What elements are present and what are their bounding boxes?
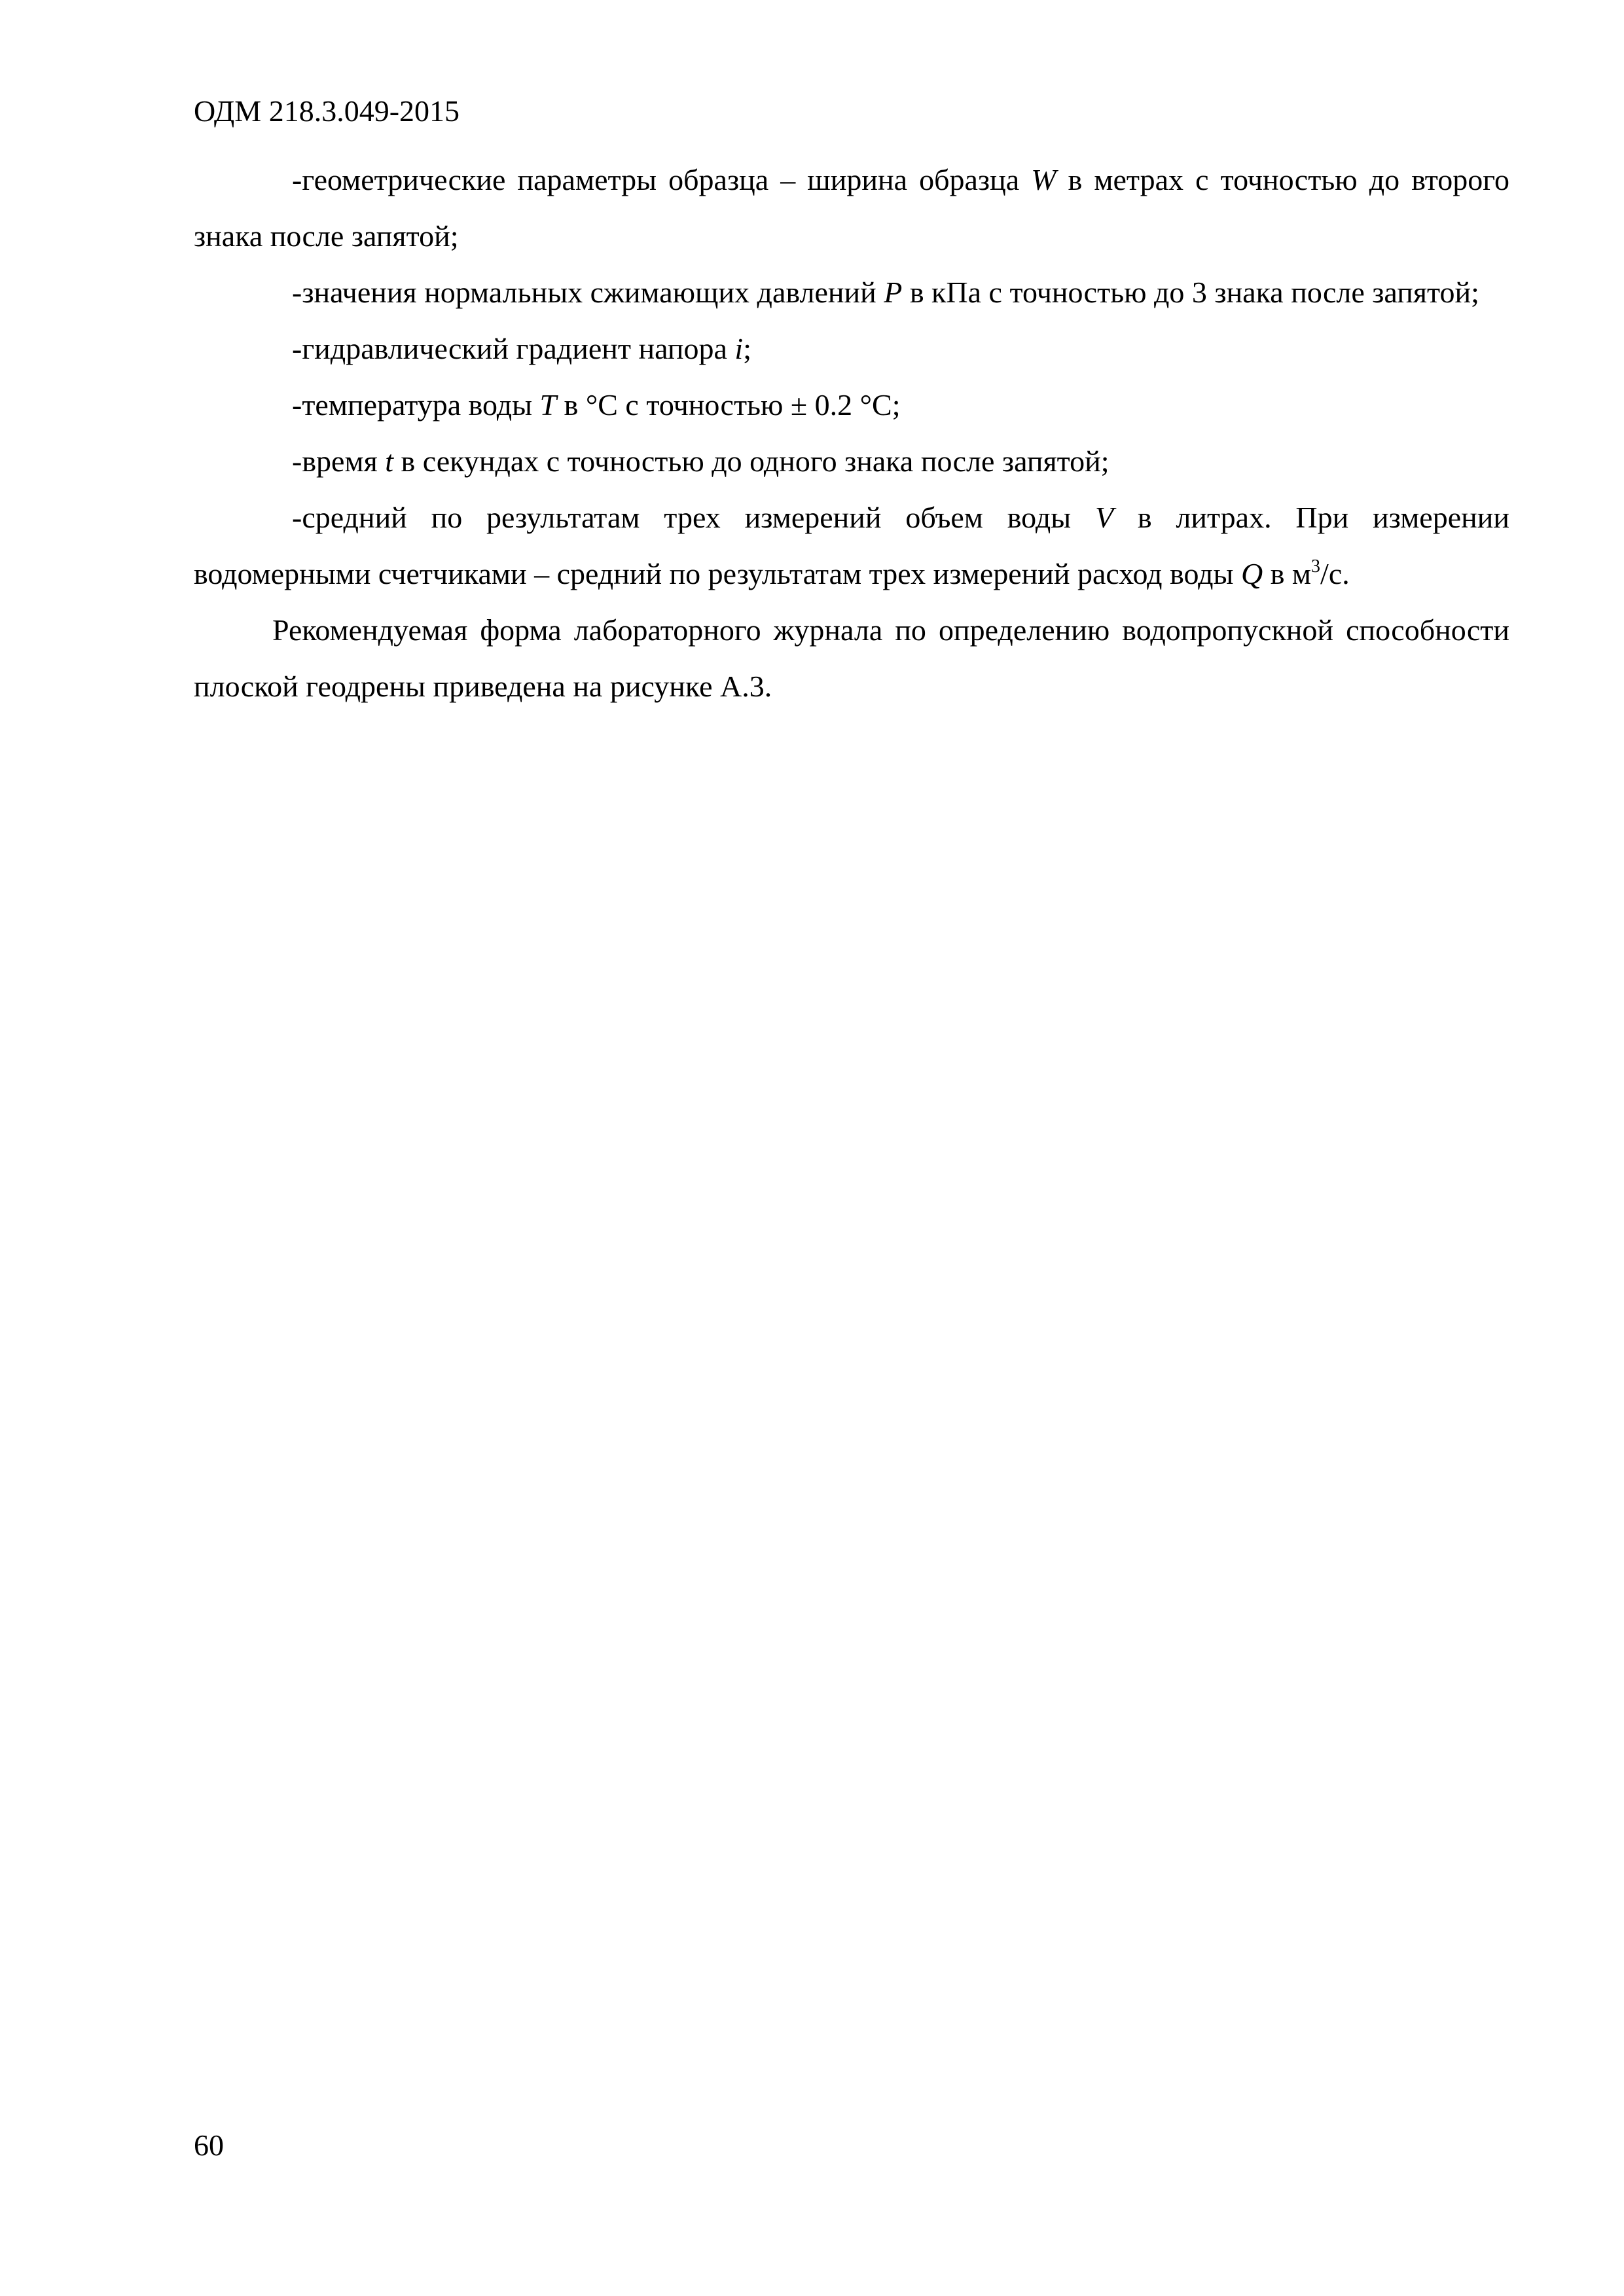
- paragraph-volume: [194, 490, 1509, 602]
- text: в литрах. При измерении водомерными счетчиками – средний по результатам трех измерений расход воды: [194, 501, 1509, 590]
- text: -средний по результатам трех измерений объем воды: [292, 501, 1095, 534]
- variable: V: [1094, 501, 1114, 534]
- text: -гидравлический градиент напора: [292, 332, 735, 365]
- text: -геометрические параметры образца – ширина образца: [292, 163, 1032, 196]
- variable: W: [1031, 163, 1056, 196]
- document-header: ОДМ 218.3.049-2015: [194, 94, 460, 128]
- page-number: 60: [194, 2128, 224, 2162]
- text: -температура воды: [292, 388, 540, 422]
- variable: Q: [1240, 557, 1263, 590]
- text: ;: [743, 332, 751, 365]
- paragraph-pressure: [194, 264, 1509, 321]
- paragraph-recommended-form: [194, 602, 1509, 715]
- text: в секундах с точностью до одного знака после запятой;: [393, 444, 1110, 478]
- paragraph-sample-width: [194, 152, 1509, 264]
- paragraph-temperature: [194, 377, 1509, 433]
- text: в °С с точностью ± 0.2 °С;: [556, 388, 901, 422]
- text: Рекомендуемая форма лабораторного журнала по определению водопропускной способности плоской геодрены приведена на рисунке А.3.: [194, 613, 1509, 703]
- text: в кПа с точностью до 3 знака после запятой;: [902, 276, 1479, 309]
- text: /с.: [1320, 557, 1350, 590]
- superscript: 3: [1311, 556, 1321, 577]
- text: -время: [292, 444, 386, 478]
- text: в метрах с точностью до второго знака после запятой;: [194, 163, 1509, 253]
- document-body: [194, 152, 1509, 715]
- variable: P: [884, 276, 903, 309]
- paragraph-time: [194, 433, 1509, 490]
- text: -значения нормальных сжимающих давлений: [292, 276, 884, 309]
- paragraph-gradient: [194, 321, 1509, 377]
- variable: T: [539, 388, 557, 422]
- text: в м: [1263, 557, 1312, 590]
- variable: i: [734, 332, 744, 365]
- variable: t: [385, 444, 394, 478]
